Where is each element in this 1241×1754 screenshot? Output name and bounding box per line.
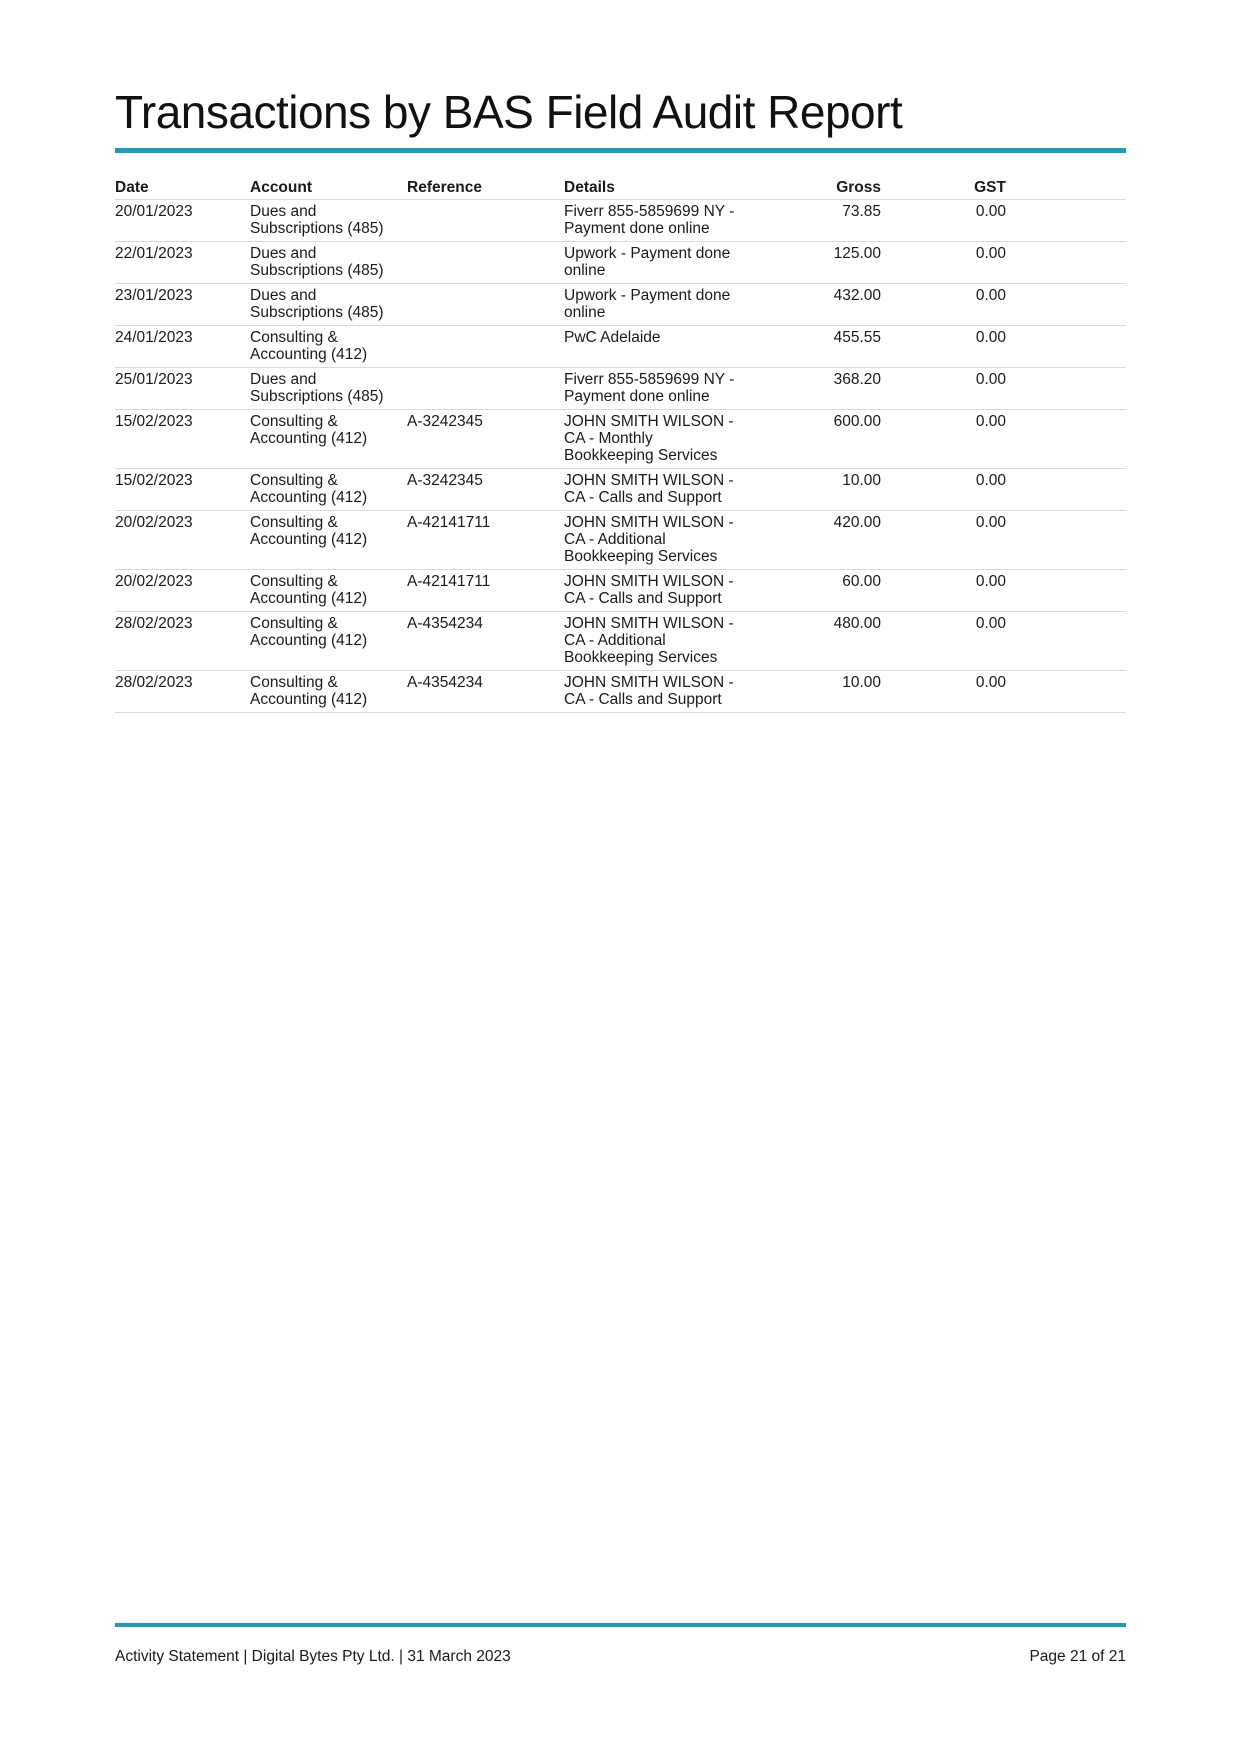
cell-details [564,242,764,284]
transactions-table [115,177,1126,713]
cell-account [250,570,407,612]
cell-reference: A-4354234 [407,671,564,713]
table-body [115,200,1126,713]
account-line: Dues and [250,371,317,388]
cell-details [564,410,764,469]
table-row [115,671,1126,713]
cell-reference: A-42141711 [407,570,564,612]
cell-date: 22/01/2023 [115,242,250,284]
cell-details [564,511,764,570]
cell-date: 15/02/2023 [115,469,250,511]
cell-date: 24/01/2023 [115,326,250,368]
cell-reference: A-3242345 [407,410,564,469]
cell-gst: 0.00 [881,368,1006,410]
table-row [115,242,1126,284]
cell-account [250,410,407,469]
cell-account [250,612,407,671]
details-line: CA - Calls and Support [564,691,722,708]
table-row [115,326,1126,368]
details-line: CA - Additional [564,531,666,548]
account-line: Accounting (412) [250,430,368,447]
cell-spacer [1006,570,1126,612]
cell-spacer [1006,200,1126,242]
cell-spacer [1006,284,1126,326]
column-header-reference: Reference [407,177,564,200]
cell-account [250,284,407,326]
account-line: Accounting (412) [250,590,368,607]
cell-account [250,242,407,284]
details-line: Upwork - Payment done [564,245,731,262]
cell-gross: 455.55 [764,326,881,368]
cell-spacer [1006,242,1126,284]
details-line: PwC Adelaide [564,329,661,346]
cell-spacer [1006,326,1126,368]
cell-reference [407,326,564,368]
details-line: JOHN SMITH WILSON - [564,674,734,691]
cell-spacer [1006,511,1126,570]
column-header-account: Account [250,177,407,200]
cell-details [564,671,764,713]
cell-gross: 10.00 [764,671,881,713]
cell-spacer [1006,612,1126,671]
cell-reference [407,368,564,410]
account-line: Dues and [250,245,317,262]
account-line: Subscriptions (485) [250,304,384,321]
account-line: Consulting & [250,329,338,346]
cell-reference [407,200,564,242]
footer-page-number: Page 21 of 21 [1029,1648,1126,1665]
cell-gst: 0.00 [881,242,1006,284]
cell-account [250,469,407,511]
details-line: JOHN SMITH WILSON - [564,573,734,590]
cell-details [564,284,764,326]
cell-gst: 0.00 [881,410,1006,469]
column-header-details: Details [564,177,764,200]
cell-details [564,368,764,410]
cell-date: 28/02/2023 [115,671,250,713]
cell-account [250,511,407,570]
details-line: Fiverr 855-5859699 NY - [564,203,735,220]
cell-details [564,612,764,671]
column-header-date: Date [115,177,250,200]
cell-spacer [1006,368,1126,410]
cell-date: 25/01/2023 [115,368,250,410]
cell-gst: 0.00 [881,326,1006,368]
table-row [115,284,1126,326]
page-title: Transactions by BAS Field Audit Report [115,86,903,138]
column-header-spacer [1006,177,1126,200]
details-line: CA - Monthly [564,430,653,447]
cell-gross: 432.00 [764,284,881,326]
cell-reference [407,284,564,326]
account-line: Accounting (412) [250,691,368,708]
details-line: JOHN SMITH WILSON - [564,413,734,430]
cell-date: 20/02/2023 [115,511,250,570]
cell-date: 20/01/2023 [115,200,250,242]
table-row [115,200,1126,242]
cell-date: 28/02/2023 [115,612,250,671]
cell-date: 20/02/2023 [115,570,250,612]
account-line: Consulting & [250,573,338,590]
cell-gross: 10.00 [764,469,881,511]
account-line: Consulting & [250,514,338,531]
column-header-gross: Gross [764,177,881,200]
account-line: Dues and [250,203,317,220]
cell-reference: A-4354234 [407,612,564,671]
details-line: online [564,304,606,321]
cell-gross: 600.00 [764,410,881,469]
cell-spacer [1006,410,1126,469]
cell-gross: 480.00 [764,612,881,671]
details-line: Bookkeeping Services [564,548,718,565]
cell-gross: 73.85 [764,200,881,242]
column-header-gst: GST [881,177,1006,200]
cell-date: 15/02/2023 [115,410,250,469]
details-line: Fiverr 855-5859699 NY - [564,371,735,388]
cell-gst: 0.00 [881,200,1006,242]
cell-gst: 0.00 [881,612,1006,671]
account-line: Consulting & [250,472,338,489]
table-row [115,410,1126,469]
cell-gross: 420.00 [764,511,881,570]
account-line: Consulting & [250,674,338,691]
cell-gst: 0.00 [881,671,1006,713]
cell-details [564,200,764,242]
account-line: Consulting & [250,615,338,632]
footer-rule [115,1623,1126,1627]
table-header-row [115,177,1126,200]
details-line: online [564,262,606,279]
cell-spacer [1006,469,1126,511]
table-row [115,469,1126,511]
account-line: Accounting (412) [250,346,368,363]
details-line: JOHN SMITH WILSON - [564,615,734,632]
cell-account [250,326,407,368]
cell-account [250,200,407,242]
details-line: Upwork - Payment done [564,287,731,304]
cell-gross: 60.00 [764,570,881,612]
title-underline [115,148,1126,153]
cell-spacer [1006,671,1126,713]
footer-statement-info: Activity Statement | Digital Bytes Pty Ltd. | 31 March 2023 [115,1648,511,1665]
details-line: JOHN SMITH WILSON - [564,514,734,531]
cell-date: 23/01/2023 [115,284,250,326]
details-line: Bookkeeping Services [564,447,718,464]
table-row [115,612,1126,671]
account-line: Subscriptions (485) [250,262,384,279]
details-line: JOHN SMITH WILSON - [564,472,734,489]
account-line: Accounting (412) [250,531,368,548]
cell-gross: 368.20 [764,368,881,410]
account-line: Subscriptions (485) [250,220,384,237]
cell-gross: 125.00 [764,242,881,284]
account-line: Consulting & [250,413,338,430]
cell-account [250,671,407,713]
details-line: Payment done online [564,388,710,405]
account-line: Subscriptions (485) [250,388,384,405]
details-line: CA - Additional [564,632,666,649]
cell-details [564,326,764,368]
cell-gst: 0.00 [881,511,1006,570]
cell-details [564,469,764,511]
cell-gst: 0.00 [881,570,1006,612]
details-line: Bookkeeping Services [564,649,718,666]
details-line: Payment done online [564,220,710,237]
cell-account [250,368,407,410]
cell-reference: A-3242345 [407,469,564,511]
details-line: CA - Calls and Support [564,590,722,607]
cell-reference [407,242,564,284]
cell-gst: 0.00 [881,469,1006,511]
cell-reference: A-42141711 [407,511,564,570]
table-row [115,570,1126,612]
account-line: Accounting (412) [250,632,368,649]
table-row [115,368,1126,410]
table-row [115,511,1126,570]
account-line: Accounting (412) [250,489,368,506]
account-line: Dues and [250,287,317,304]
cell-details [564,570,764,612]
details-line: CA - Calls and Support [564,489,722,506]
cell-gst: 0.00 [881,284,1006,326]
